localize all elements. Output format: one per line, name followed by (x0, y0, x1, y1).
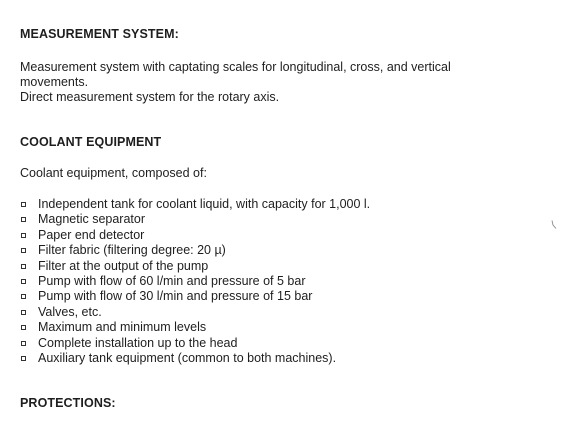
list-item-text: Filter fabric (filtering degree: 20 µ) (38, 243, 226, 258)
list-item-text: Magnetic separator (38, 212, 146, 227)
measurement-system-line-2: Direct measurement system for the rotary axis. (20, 90, 280, 104)
coolant-equipment-intro: Coolant equipment, composed of: (20, 166, 207, 180)
coolant-equipment-list (20, 197, 370, 366)
checkbox-square-icon (21, 279, 26, 284)
list-item (20, 228, 370, 243)
checkbox-square-icon (21, 325, 26, 330)
list-item (20, 351, 370, 366)
list-item-text: Maximum and minimum levels (38, 320, 207, 335)
list-item (20, 305, 370, 320)
list-item (20, 289, 370, 304)
checkbox-square-icon (21, 341, 26, 346)
checkbox-square-icon (21, 264, 26, 269)
scan-artifact-mark (551, 220, 557, 229)
list-item-text: Pump with flow of 30 l/min and pressure of 15 bar (38, 289, 313, 304)
checkbox-square-icon (21, 233, 26, 238)
list-item (20, 212, 370, 227)
measurement-system-heading: MEASUREMENT SYSTEM: (20, 27, 179, 41)
list-item-text: Paper end detector (38, 227, 145, 242)
list-item (20, 320, 370, 335)
list-item-text: Auxiliary tank equipment (common to both machines). (38, 350, 337, 365)
list-item (20, 259, 370, 274)
checkbox-square-icon (21, 202, 26, 207)
list-item-text: Valves, etc. (38, 304, 102, 319)
checkbox-square-icon (21, 248, 26, 253)
list-item-text: Pump with flow of 60 l/min and pressure of 5 bar (38, 273, 306, 288)
checkbox-square-icon (21, 217, 26, 222)
checkbox-square-icon (21, 294, 26, 299)
protections-heading: PROTECTIONS: (20, 396, 116, 410)
list-item-text: Independent tank for coolant liquid, with capacity for 1,000 l. (38, 197, 371, 211)
checkbox-square-icon (21, 310, 26, 315)
list-item (20, 243, 370, 258)
list-item (20, 274, 370, 289)
list-item (20, 197, 370, 212)
list-item-text: Complete installation up to the head (38, 335, 238, 350)
measurement-system-line-1: Measurement system with captating scales for longitudinal, cross, and vertical movements. (20, 60, 451, 89)
checkbox-square-icon (21, 356, 26, 361)
measurement-system-text (20, 60, 490, 105)
list-item (20, 336, 370, 351)
list-item-text: Filter at the output of the pump (38, 258, 209, 273)
coolant-equipment-heading: COOLANT EQUIPMENT (20, 135, 162, 149)
